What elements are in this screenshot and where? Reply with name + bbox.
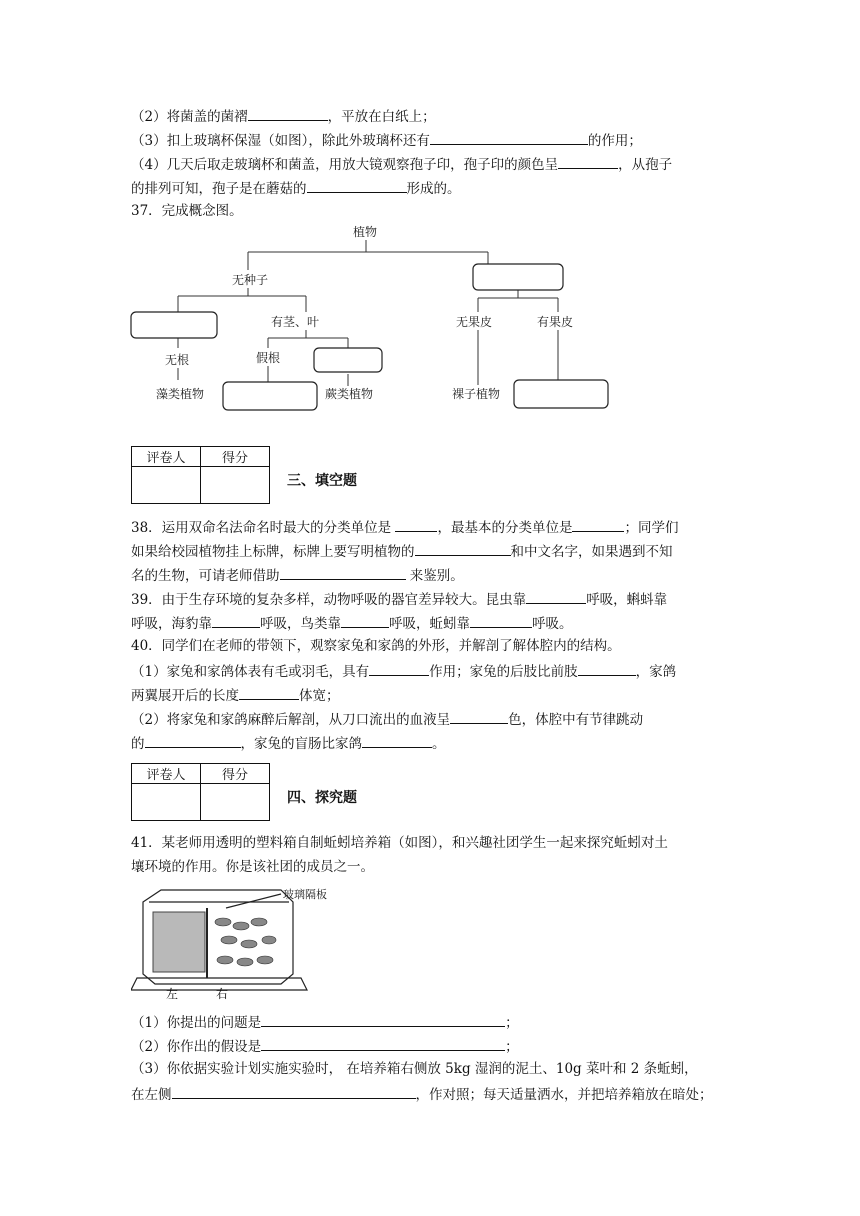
q40-text: ，家鸽 <box>635 664 677 680</box>
answer-blank[interactable] <box>395 517 437 532</box>
q41-line-2: 壤环境的作用。你是该社团的成员之一。 <box>131 859 374 875</box>
q38-text: ；同学们 <box>624 520 679 536</box>
answer-blank[interactable] <box>572 517 624 532</box>
blank-box-seed[interactable] <box>473 264 563 290</box>
leaf-mark <box>241 940 257 948</box>
q39-text: 呼吸，海豹靠 <box>131 616 212 632</box>
answer-blank[interactable] <box>341 613 389 628</box>
leaf-mark <box>237 958 253 966</box>
answer-blank[interactable] <box>212 613 260 628</box>
answer-blank[interactable] <box>280 565 406 580</box>
q38-text: 和中文名字，如果遇到不知 <box>510 544 673 560</box>
q41-text: ； <box>505 1015 519 1031</box>
reviewer-cell[interactable] <box>132 784 201 821</box>
node-gymnosperm: 裸子植物 <box>452 387 501 401</box>
q39-line-2 <box>131 613 731 633</box>
q40-text: （1）家兔和家鸽体表有毛或羽毛，具有 <box>131 664 370 680</box>
q41-text: 在左侧 <box>131 1087 172 1103</box>
q40-text: 体宽； <box>299 688 340 704</box>
node-has-pericarp: 有果皮 <box>537 315 574 329</box>
answer-blank[interactable] <box>261 1036 505 1051</box>
node-no-seed: 无种子 <box>232 273 269 287</box>
q36-text: ，从孢子 <box>618 157 673 173</box>
q36-line-2 <box>131 106 731 126</box>
q39-text: 呼吸，蝌蚪靠 <box>586 592 668 608</box>
score-header: 得分 <box>201 447 270 467</box>
leaf-mark <box>251 918 267 926</box>
q39-text: 呼吸，鸟类靠 <box>260 616 341 632</box>
concept-map <box>128 220 618 415</box>
q40-text: 色，体腔中有节律跳动 <box>508 712 644 728</box>
node-fern: 蕨类植物 <box>325 387 374 401</box>
answer-blank[interactable] <box>578 661 636 676</box>
node-false-root: 假根 <box>256 351 281 365</box>
q41-text: （2）你作出的假设是 <box>131 1039 262 1055</box>
q36-text: （2）将菌盖的菌褶 <box>131 109 248 125</box>
q40-text: ，家兔的盲肠比家鸽 <box>240 736 362 752</box>
q39-text: 呼吸。 <box>532 616 573 632</box>
q38-line-2 <box>131 541 731 561</box>
q41-text: （1）你提出的问题是 <box>131 1015 262 1031</box>
q40-line-2 <box>131 661 731 681</box>
answer-blank[interactable] <box>415 541 511 556</box>
node-root: 植物 <box>353 225 378 239</box>
answer-blank[interactable] <box>239 685 299 700</box>
q40-text: 的 <box>131 736 145 752</box>
earthworm-box-figure <box>131 882 331 1002</box>
score-header: 得分 <box>201 764 270 784</box>
q38-text: 来鉴别。 <box>409 568 464 584</box>
q40-line-5 <box>131 733 731 753</box>
q40-line-3 <box>131 685 731 705</box>
q39-line-1 <box>131 589 731 609</box>
q39-text: 呼吸，蚯蚓靠 <box>389 616 470 632</box>
q40-line-1: 40．同学们在老师的带领下，观察家兔和家鸽的外形，并解剖了解体腔内的结构。 <box>131 638 621 654</box>
node-no-pericarp: 无果皮 <box>456 315 493 329</box>
answer-blank[interactable] <box>362 733 432 748</box>
glass-divider-label: 玻璃隔板 <box>283 888 327 901</box>
q36-text: （4）几天后取走玻璃杯和菌盖，用放大镜观察孢子印，孢子印的颜色呈 <box>131 157 559 173</box>
q36-text: 形成的。 <box>406 181 461 197</box>
q41-part-4 <box>131 1084 731 1104</box>
q38-text: 38．运用双命名法命名时最大的分类单位是 <box>131 520 392 536</box>
blank-box-bryophyte[interactable] <box>223 382 317 410</box>
q39-text: 39．由于生存环境的复杂多样，动物呼吸的器官差异较大。昆虫靠 <box>131 592 527 608</box>
q38-text: 如果给校园植物挂上标牌，标牌上要写明植物的 <box>131 544 415 560</box>
blank-box-root[interactable] <box>314 348 382 372</box>
q40-text: 。 <box>432 736 446 752</box>
answer-blank[interactable] <box>145 733 241 748</box>
q36-text: 的作用； <box>587 133 642 149</box>
q41-text: ； <box>505 1039 519 1055</box>
node-has-stem-leaf: 有茎、叶 <box>271 315 320 329</box>
reviewer-cell[interactable] <box>132 467 201 504</box>
q38-text: 名的生物，可请老师借助 <box>131 568 280 584</box>
q36-text: 的排列可知，孢子是在蘑菇的 <box>131 181 307 197</box>
q41-text: ，作对照；每天适量洒水，并把培养箱放在暗处； <box>415 1087 713 1103</box>
blank-box-angiosperm[interactable] <box>514 380 608 408</box>
answer-blank[interactable] <box>470 613 532 628</box>
label-pointer <box>226 894 281 908</box>
q40-line-4 <box>131 709 731 729</box>
q40-text: 作用；家兔的后肢比前肢 <box>429 664 578 680</box>
leaf-mark <box>221 936 237 944</box>
answer-blank[interactable] <box>261 1012 505 1027</box>
fig-right-label: 右 <box>216 987 229 1001</box>
reviewer-header: 评卷人 <box>132 764 201 784</box>
score-cell[interactable] <box>201 784 270 821</box>
score-table <box>131 446 270 504</box>
leaf-mark <box>262 936 276 944</box>
answer-blank[interactable] <box>558 154 618 169</box>
leaf-mark <box>233 922 249 930</box>
blank-box-moss[interactable] <box>131 312 217 338</box>
answer-blank[interactable] <box>526 589 586 604</box>
q37-title: 37．完成概念图。 <box>131 203 243 219</box>
q40-text: （2）将家兔和家鸽麻醉后解剖，从刀口流出的血液呈 <box>131 712 451 728</box>
fig-left-label: 左 <box>166 987 179 1001</box>
section-title-inquiry: 四、探究题 <box>287 790 357 806</box>
score-table <box>131 763 270 821</box>
q38-text: ，最基本的分类单位是 <box>437 520 573 536</box>
q41-line-1: 41．某老师用透明的塑料箱自制蚯蚓培养箱（如图），和兴趣社团学生一起来探究蚯蚓对土 <box>131 835 668 851</box>
answer-blank[interactable] <box>450 709 508 724</box>
soil-block-left <box>153 912 205 972</box>
reviewer-header: 评卷人 <box>132 447 201 467</box>
answer-blank[interactable] <box>172 1084 416 1099</box>
answer-blank[interactable] <box>307 178 407 193</box>
q40-text: 两翼展开后的长度 <box>131 688 239 704</box>
score-cell[interactable] <box>201 467 270 504</box>
answer-blank[interactable] <box>369 661 429 676</box>
q38-line-3 <box>131 565 731 585</box>
answer-blank[interactable] <box>248 106 328 121</box>
q36-line-4 <box>131 154 731 174</box>
q36-text: （3）扣上玻璃杯保湿（如图），除此外玻璃杯还有 <box>131 133 430 149</box>
q36-line-3 <box>131 130 731 150</box>
q41-part-2 <box>131 1036 731 1056</box>
node-no-root: 无根 <box>165 353 190 367</box>
q36-line-5 <box>131 178 731 198</box>
leaf-mark <box>215 918 231 926</box>
q38-line-1 <box>131 517 731 537</box>
node-algae: 藻类植物 <box>156 387 205 401</box>
leaf-mark <box>257 956 273 964</box>
q41-part-3: （3）你依据实验计划实施实验时， 在培养箱右侧放 5kg 湿润的泥土、10g 菜叶和 2 条蚯蚓， <box>131 1061 698 1077</box>
q36-text: ，平放在白纸上； <box>327 109 436 125</box>
section-title-fill-blank: 三、填空题 <box>287 473 357 489</box>
leaf-mark <box>217 956 233 964</box>
q41-part-1 <box>131 1012 731 1032</box>
answer-blank[interactable] <box>430 130 588 145</box>
